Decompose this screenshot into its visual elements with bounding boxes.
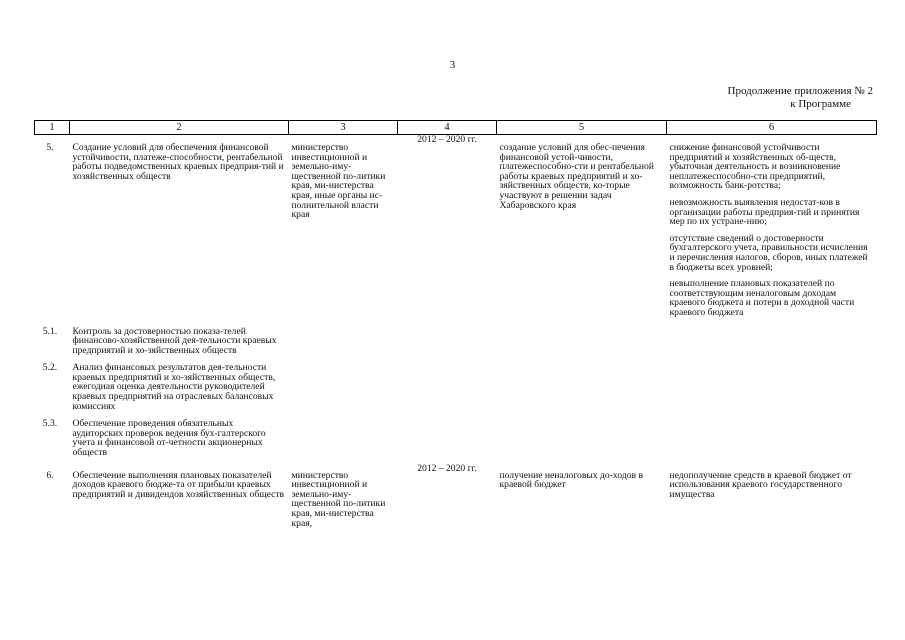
measure-cell: Контроль за достоверностью показа-телей финансово-хозяйственной дея-тельности краевых предприятий и хо-зяйственных обществ [72, 325, 277, 356]
measure-cell: Создание условий для обеспечения финансовой устойчивости, платеже-способности, рентабельной работы подведомственных краевых предприя-тий и хозяйственных обществ [72, 142, 284, 182]
period-text: 2012 – 2020 гг. [417, 134, 477, 145]
page-number: 3 [449, 59, 456, 71]
risk-item: снижение финансовой устойчивости предприятий и хозяйственных об-ществ, убыточная деятельность и возникновение неплатежеспособно-сти предприятий, возможность банк-ротства; [669, 142, 841, 192]
table-header-row [35, 121, 877, 135]
column-header: 1 [35, 121, 70, 135]
table-row [35, 325, 877, 362]
column-header: 6 [667, 121, 877, 135]
table-row [35, 361, 877, 417]
period-text: 2012 – 2020 гг. [417, 462, 477, 474]
measure-cell: Обеспечение выполнения плановых показателей доходов краевого бюдже-та от прибыли краевых предприятий и дивидендов хозяйственных обществ [72, 469, 285, 500]
row-number: 6. [46, 469, 54, 481]
risk-cell: недополучение средств в краевой бюджет от использования краевого государственного имущества [669, 469, 852, 500]
annex-line-2: к Программе [790, 98, 851, 110]
program-table [34, 120, 877, 528]
table-row [35, 417, 877, 463]
executor-cell: министерство инвестиционной и земельно-иму-щественной по-литики края, ми-нистерства края, [291, 469, 386, 529]
risk-item: невыполнение плановых показателей по соответствующим неналоговым доходам краевого бюджета и потери в доходной части краевого бюджета [669, 278, 855, 318]
table-row [35, 135, 877, 325]
row-number: 5.2. [42, 362, 58, 374]
period-cell [398, 135, 497, 325]
measure-cell: Анализ финансовых результатов дея-тельности краевых предприятий и хо-зяйственных обществ, ежегодная оценка деятельности руководителей краевых предприятий на отраслевых балансовых комиссиях [72, 362, 276, 412]
column-header: 3 [289, 121, 398, 135]
period-cell [398, 464, 497, 529]
annex-caption [728, 85, 873, 111]
measure-cell: Обеспечение проведения обязательных аудиторских проверок ведения бух-галтерского учета и финансовой от-четности акционерных обществ [72, 418, 266, 459]
annex-line-1: Продолжение приложения № 2 [727, 85, 873, 97]
table-row [35, 464, 877, 529]
row-number: 5.1. [42, 325, 58, 337]
result-cell: создание условий для обес-печения финансовой устой-чивости, платежеспособно-сти и рентабельной работы краевых предприятий и хо-зяйственных обществ, ко-торые участвуют в решении задач Хабаровского края [499, 142, 654, 211]
risk-item: невозможность выявления недостат-ков в организации работы предприя-тий и принятия мер по их устране-нию; [669, 196, 860, 228]
risk-item: отсутствие сведений о достоверности бухгалтерского учета, правильности исчисления и перечисления налогов, сборов, иных платежей в бюджеты всех уровней; [669, 232, 868, 273]
column-header: 2 [70, 121, 289, 135]
row-number: 5.3. [42, 418, 58, 430]
column-header: 4 [398, 121, 497, 135]
result-cell: получение неналоговых до-ходов в краевой бюджет [499, 469, 643, 491]
column-header: 5 [497, 121, 667, 135]
risk-cell [667, 135, 877, 325]
row-number: 5. [46, 142, 54, 153]
executor-cell: министерство инвестиционной и земельно-иму-щественной по-литики края, ми-нистерства края, иные органы ис-полнительной власти края [291, 142, 386, 221]
